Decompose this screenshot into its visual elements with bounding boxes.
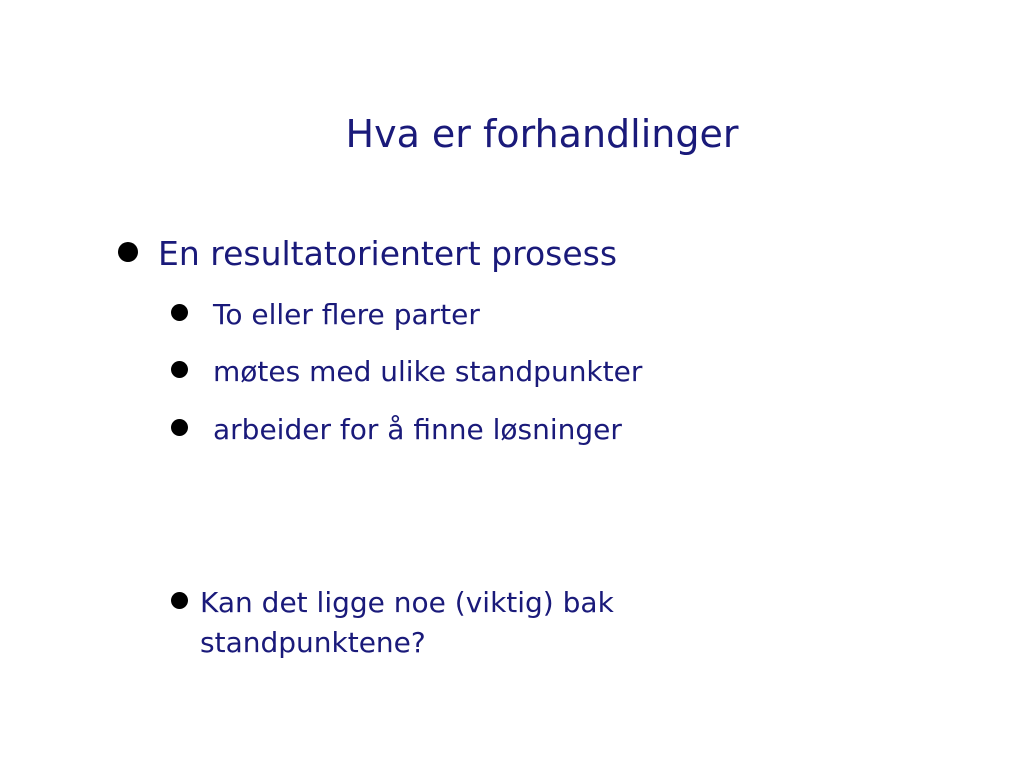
- question-text: Kan det ligge noe (viktig) bak standpunktene?: [200, 586, 614, 659]
- sub-bullet-2: [171, 352, 642, 392]
- bullet-dot-icon: [171, 419, 188, 436]
- bullet-dot-icon: [171, 361, 188, 378]
- bullet-dot-icon: [171, 304, 188, 321]
- main-bullet-text: En resultatorientert prosess: [158, 234, 618, 273]
- bullet-dot-icon: [171, 592, 188, 609]
- sub-bullet-1: [171, 295, 480, 335]
- sub-bullet-text: arbeider for å finne løsninger: [213, 413, 622, 446]
- bullet-dot-icon: [118, 242, 138, 262]
- slide-title: Hva er forhandlinger: [345, 112, 739, 156]
- sub-bullet-text: møtes med ulike standpunkter: [213, 355, 643, 388]
- question-bullet: [171, 583, 760, 663]
- sub-bullet-3: [171, 410, 622, 450]
- main-bullet: [118, 230, 617, 278]
- sub-bullet-text: To eller flere parter: [213, 298, 480, 331]
